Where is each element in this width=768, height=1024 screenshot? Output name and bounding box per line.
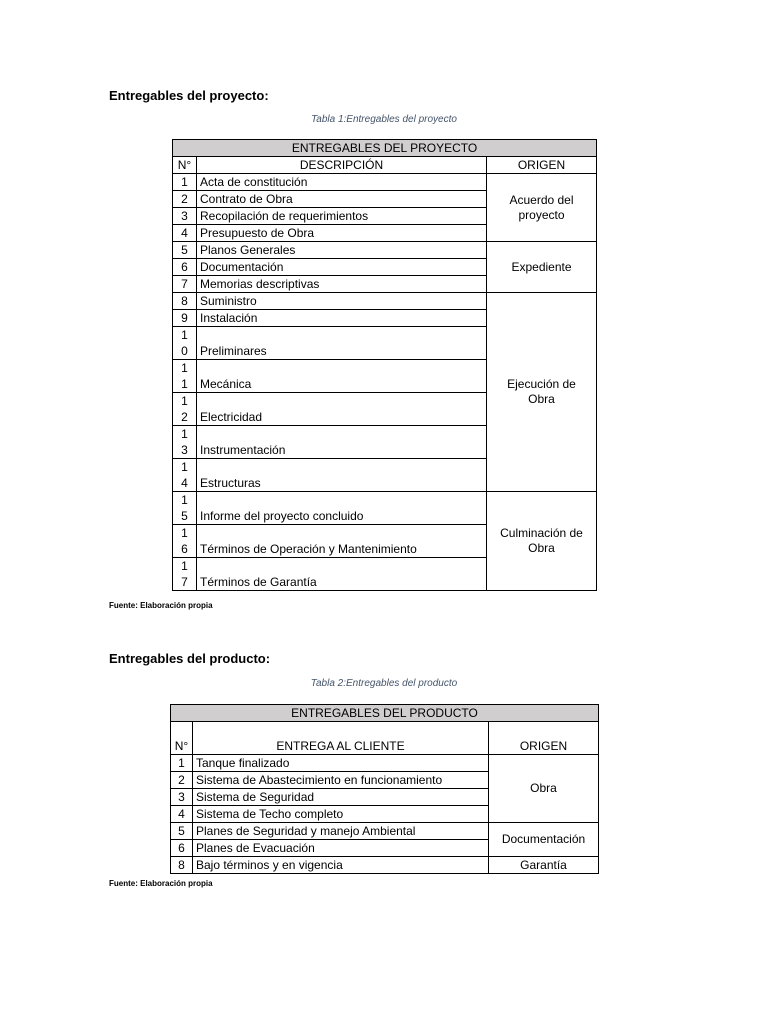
row-origin	[487, 293, 597, 492]
origin-label: Garantía	[520, 857, 567, 872]
row-number	[173, 327, 197, 360]
row-number	[173, 492, 197, 525]
table-body	[173, 174, 597, 591]
row-number	[173, 426, 197, 459]
column-header-description: ENTREGA AL CLIENTE	[193, 722, 489, 755]
row-description: Términos de Garantía	[197, 558, 487, 591]
table-row	[173, 242, 597, 259]
row-number	[171, 755, 193, 772]
column-header-number: N°	[171, 722, 193, 755]
table-row	[173, 174, 597, 191]
row-description: Estructuras	[197, 459, 487, 492]
deliverables-product-table	[170, 704, 599, 874]
row-description: Sistema de Seguridad	[193, 789, 489, 806]
origin-label: Ejecución de Obra	[507, 377, 576, 406]
row-number	[171, 823, 193, 840]
row-number	[173, 225, 197, 242]
row-description: Planes de Seguridad y manejo Ambiental	[193, 823, 489, 840]
row-number	[173, 525, 197, 558]
row-origin	[489, 823, 599, 857]
row-number	[173, 360, 197, 393]
deliverables-project-table	[172, 139, 597, 591]
row-number-text: 4	[178, 807, 185, 821]
section-heading-proyecto: Entregables del proyecto:	[109, 88, 269, 103]
row-number-text: 1 1	[181, 361, 188, 391]
row-number	[173, 276, 197, 293]
row-number-text: 1 3	[181, 427, 188, 457]
row-description: Mecánica	[197, 360, 487, 393]
column-header-number: N°	[173, 157, 197, 174]
row-description: Acta de constitución	[197, 174, 487, 191]
row-number	[173, 310, 197, 327]
row-number-text: 7	[181, 277, 188, 291]
row-number	[171, 789, 193, 806]
column-header-description: DESCRIPCIÓN	[197, 157, 487, 174]
table-caption-proyecto: Tabla 1:Entregables del proyecto	[311, 114, 457, 125]
row-number-text: 1 6	[181, 526, 188, 556]
origin-label: Obra	[530, 781, 557, 795]
row-number	[171, 840, 193, 857]
row-description: Electricidad	[197, 393, 487, 426]
row-description: Informe del proyecto concluido	[197, 492, 487, 525]
row-number-text: 4	[181, 226, 188, 240]
table-row	[171, 857, 599, 874]
table-caption-producto: Tabla 2:Entregables del producto	[310, 678, 458, 689]
origin-label: Expediente	[511, 259, 572, 274]
row-number-text: 1 0	[181, 328, 188, 358]
table-source-producto: Fuente: Elaboración propia	[109, 879, 213, 888]
row-number-text: 6	[181, 260, 188, 274]
table-row	[171, 823, 599, 840]
row-description: Recopilación de requerimientos	[197, 208, 487, 225]
row-description: Presupuesto de Obra	[197, 225, 487, 242]
row-number	[171, 806, 193, 823]
row-origin	[487, 174, 597, 242]
table-body	[171, 755, 599, 874]
row-number	[173, 174, 197, 191]
row-number-text: 1 2	[181, 394, 188, 424]
row-number	[173, 242, 197, 259]
table-row	[173, 293, 597, 310]
origin-label: Acuerdo del proyecto	[509, 192, 574, 222]
row-origin	[487, 492, 597, 591]
row-number	[173, 459, 197, 492]
row-number	[173, 293, 197, 310]
row-number	[171, 772, 193, 789]
row-description: Bajo términos y en vigencia	[193, 857, 489, 874]
origin-label: Documentación	[501, 832, 586, 846]
table-row	[171, 755, 599, 772]
row-number-text: 5	[178, 824, 185, 838]
row-number-text: 9	[181, 311, 188, 325]
row-description: Tanque finalizado	[193, 755, 489, 772]
row-number	[173, 558, 197, 591]
row-number-text: 3	[178, 790, 185, 804]
row-description: Planos Generales	[197, 242, 487, 259]
row-description: Instrumentación	[197, 426, 487, 459]
row-description: Memorias descriptivas	[197, 276, 487, 293]
row-description: Suministro	[197, 293, 487, 310]
column-header-origin: ORIGEN	[487, 157, 597, 174]
row-number-text: 1	[181, 175, 188, 189]
row-number-text: 1 5	[181, 493, 188, 523]
row-number	[173, 393, 197, 426]
table-row	[173, 492, 597, 525]
row-description: Contrato de Obra	[197, 191, 487, 208]
section-heading-producto: Entregables del producto:	[109, 651, 271, 666]
row-number-text: 2	[178, 773, 185, 787]
table-title: ENTREGABLES DEL PROYECTO	[173, 140, 597, 157]
table-source-proyecto: Fuente: Elaboración propia	[109, 601, 213, 610]
row-number-text: 5	[181, 243, 188, 257]
row-origin	[487, 242, 597, 293]
table-title: ENTREGABLES DEL PRODUCTO	[171, 705, 599, 722]
row-number-text: 1 7	[181, 559, 188, 589]
row-number-text: 8	[181, 294, 188, 308]
row-origin	[489, 755, 599, 823]
column-header-origin: ORIGEN	[489, 722, 599, 755]
row-number	[173, 259, 197, 276]
row-origin	[489, 857, 599, 874]
row-number	[173, 208, 197, 225]
row-number-text: 8	[178, 858, 185, 872]
row-description: Instalación	[197, 310, 487, 327]
row-number-text: 2	[181, 192, 188, 206]
row-description: Documentación	[197, 259, 487, 276]
row-number-text: 6	[178, 841, 185, 855]
row-description: Términos de Operación y Mantenimiento	[197, 525, 487, 558]
row-description: Sistema de Abastecimiento en funcionamiento	[193, 772, 489, 789]
row-number	[173, 191, 197, 208]
row-description: Sistema de Techo completo	[193, 806, 489, 823]
origin-label: Culminación de Obra	[500, 526, 583, 555]
row-description: Planes de Evacuación	[193, 840, 489, 857]
row-description: Preliminares	[197, 327, 487, 360]
row-number-text: 3	[181, 209, 188, 223]
row-number	[171, 857, 193, 874]
row-number-text: 1 4	[181, 460, 188, 490]
row-number-text: 1	[178, 756, 185, 770]
